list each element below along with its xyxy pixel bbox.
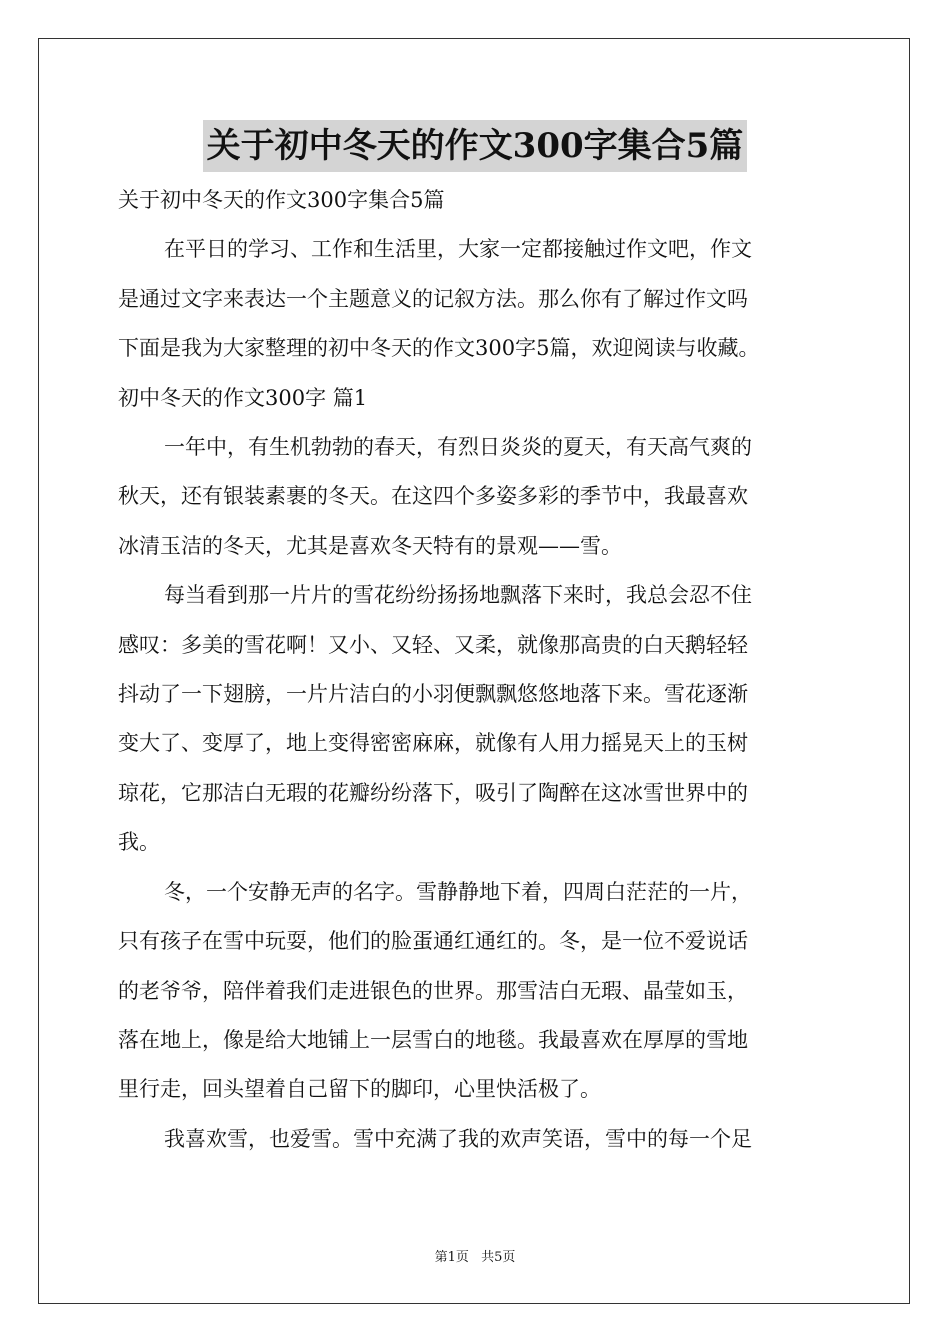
paragraph-line: 只有孩子在雪中玩耍，他们的脸蛋通红通红的。冬，是一位不爱说话	[118, 929, 748, 954]
document-title: 关于初中冬天的作文300字集合5篇	[203, 120, 748, 172]
paragraph-line: 变大了、变厚了，地上变得密密麻麻，就像有人用力摇晃天上的玉树	[118, 731, 748, 756]
paragraph-line: 冬，一个安静无声的名字。雪静静地下着，四周白茫茫的一片，	[164, 879, 752, 904]
paragraph-line: 冰清玉洁的冬天，尤其是喜欢冬天特有的景观——雪。	[118, 533, 622, 558]
paragraph-line: 琼花，它那洁白无瑕的花瓣纷纷落下，吸引了陶醉在这冰雪世界中的	[118, 780, 748, 805]
document-body	[118, 176, 836, 1164]
intro-line: 在平日的学习、工作和生活里，大家一定都接触过作文吧，作文	[164, 237, 752, 262]
paragraph-line: 感叹：多美的雪花啊！又小、又轻、又柔，就像那高贵的白天鹅轻轻	[118, 632, 748, 657]
page-number: 第1页	[434, 1250, 469, 1265]
paragraph-line: 每当看到那一片片的雪花纷纷扬扬地飘落下来时，我总会忍不住	[164, 583, 752, 608]
intro-line: 是通过文字来表达一个主题意义的记叙方法。那么你有了解过作文吗	[118, 286, 748, 311]
paragraph-line: 里行走，回头望着自己留下的脚印，心里快活极了。	[118, 1077, 601, 1102]
paragraph-line: 的老爷爷，陪伴着我们走进银色的世界。那雪洁白无瑕、晶莹如玉，	[118, 978, 748, 1003]
page-total: 共5页	[481, 1250, 516, 1265]
intro-line: 下面是我为大家整理的初中冬天的作文300字5篇，欢迎阅读与收藏。	[118, 336, 760, 361]
paragraph-line: 落在地上，像是给大地铺上一层雪白的地毯。我最喜欢在厚厚的雪地	[118, 1027, 748, 1052]
title-container	[0, 120, 950, 172]
page-footer	[0, 1246, 950, 1265]
paragraph-line: 一年中，有生机勃勃的春天，有烈日炎炎的夏天，有天高气爽的	[164, 435, 752, 460]
subtitle: 关于初中冬天的作文300字集合5篇	[118, 188, 445, 212]
paragraph-line: 抖动了一下翅膀，一片片洁白的小羽便飘飘悠悠地落下来。雪花逐渐	[118, 682, 748, 707]
paragraph-line: 秋天，还有银装素裹的冬天。在这四个多姿多彩的季节中，我最喜欢	[118, 484, 748, 509]
section-heading: 初中冬天的作文300字 篇1	[118, 385, 368, 410]
paragraph-line: 我喜欢雪，也爱雪。雪中充满了我的欢声笑语，雪中的每一个足	[164, 1126, 752, 1151]
paragraph-line: 我。	[118, 830, 160, 855]
